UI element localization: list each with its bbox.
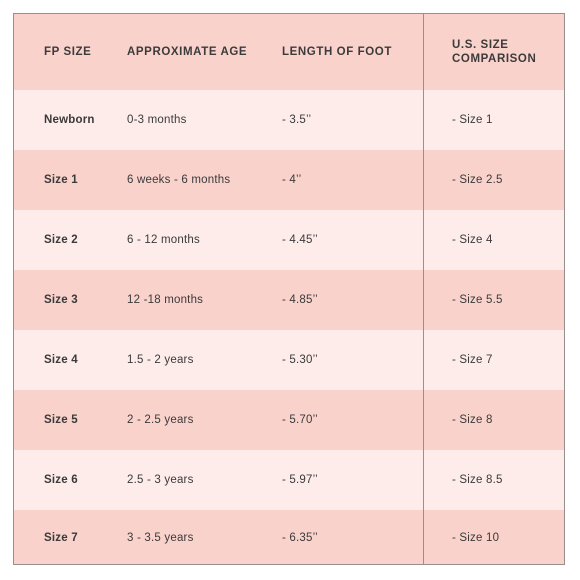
table-header-row [14,14,564,90]
cell-age: 3 - 3.5 years [127,532,194,544]
size-chart-table [13,13,565,565]
cell-us-size: - Size 1 [452,114,493,126]
cell-foot-length: - 4’’ [282,174,302,186]
cell-us-size: - Size 10 [452,532,500,544]
cell-us-size: - Size 7 [452,354,493,366]
header-us-size-comparison [452,14,536,90]
cell-fp-size: Size 1 [44,174,78,186]
cell-fp-size: Size 7 [44,532,78,544]
cell-foot-length: - 6.35’’ [282,532,318,544]
cell-us-size: - Size 2.5 [452,174,503,186]
header-approximate-age: APPROXIMATE AGE [127,46,248,58]
cell-fp-size: Size 2 [44,234,78,246]
table-row [14,450,564,510]
cell-age: 2.5 - 3 years [127,474,194,486]
cell-age: 1.5 - 2 years [127,354,194,366]
cell-fp-size: Size 4 [44,354,78,366]
cell-us-size: - Size 5.5 [452,294,503,306]
cell-fp-size: Size 3 [44,294,78,306]
header-fp-size: FP SIZE [44,46,92,58]
cell-fp-size: Size 5 [44,414,78,426]
header-length-of-foot: LENGTH OF FOOT [282,46,392,58]
table-row [14,150,564,210]
cell-foot-length: - 5.70’’ [282,414,318,426]
table-row [14,270,564,330]
table-row [14,210,564,270]
cell-foot-length: - 4.45’’ [282,234,318,246]
cell-foot-length: - 5.97’’ [282,474,318,486]
column-divider [423,14,424,564]
header-us-line1: U.S. SIZE [452,39,509,51]
cell-fp-size: Size 6 [44,474,78,486]
cell-foot-length: - 5.30’’ [282,354,318,366]
table-row [14,510,564,565]
cell-foot-length: - 4.85’’ [282,294,318,306]
cell-us-size: - Size 4 [452,234,493,246]
cell-age: 6 - 12 months [127,234,200,246]
cell-us-size: - Size 8.5 [452,474,503,486]
table-row [14,90,564,150]
cell-foot-length: - 3.5’’ [282,114,312,126]
cell-age: 0-3 months [127,114,187,126]
cell-age: 6 weeks - 6 months [127,174,231,186]
cell-us-size: - Size 8 [452,414,493,426]
cell-fp-size: Newborn [44,114,95,126]
table-row [14,330,564,390]
cell-age: 2 - 2.5 years [127,414,194,426]
header-us-line2: COMPARISON [452,53,537,65]
cell-age: 12 -18 months [127,294,204,306]
table-row [14,390,564,450]
